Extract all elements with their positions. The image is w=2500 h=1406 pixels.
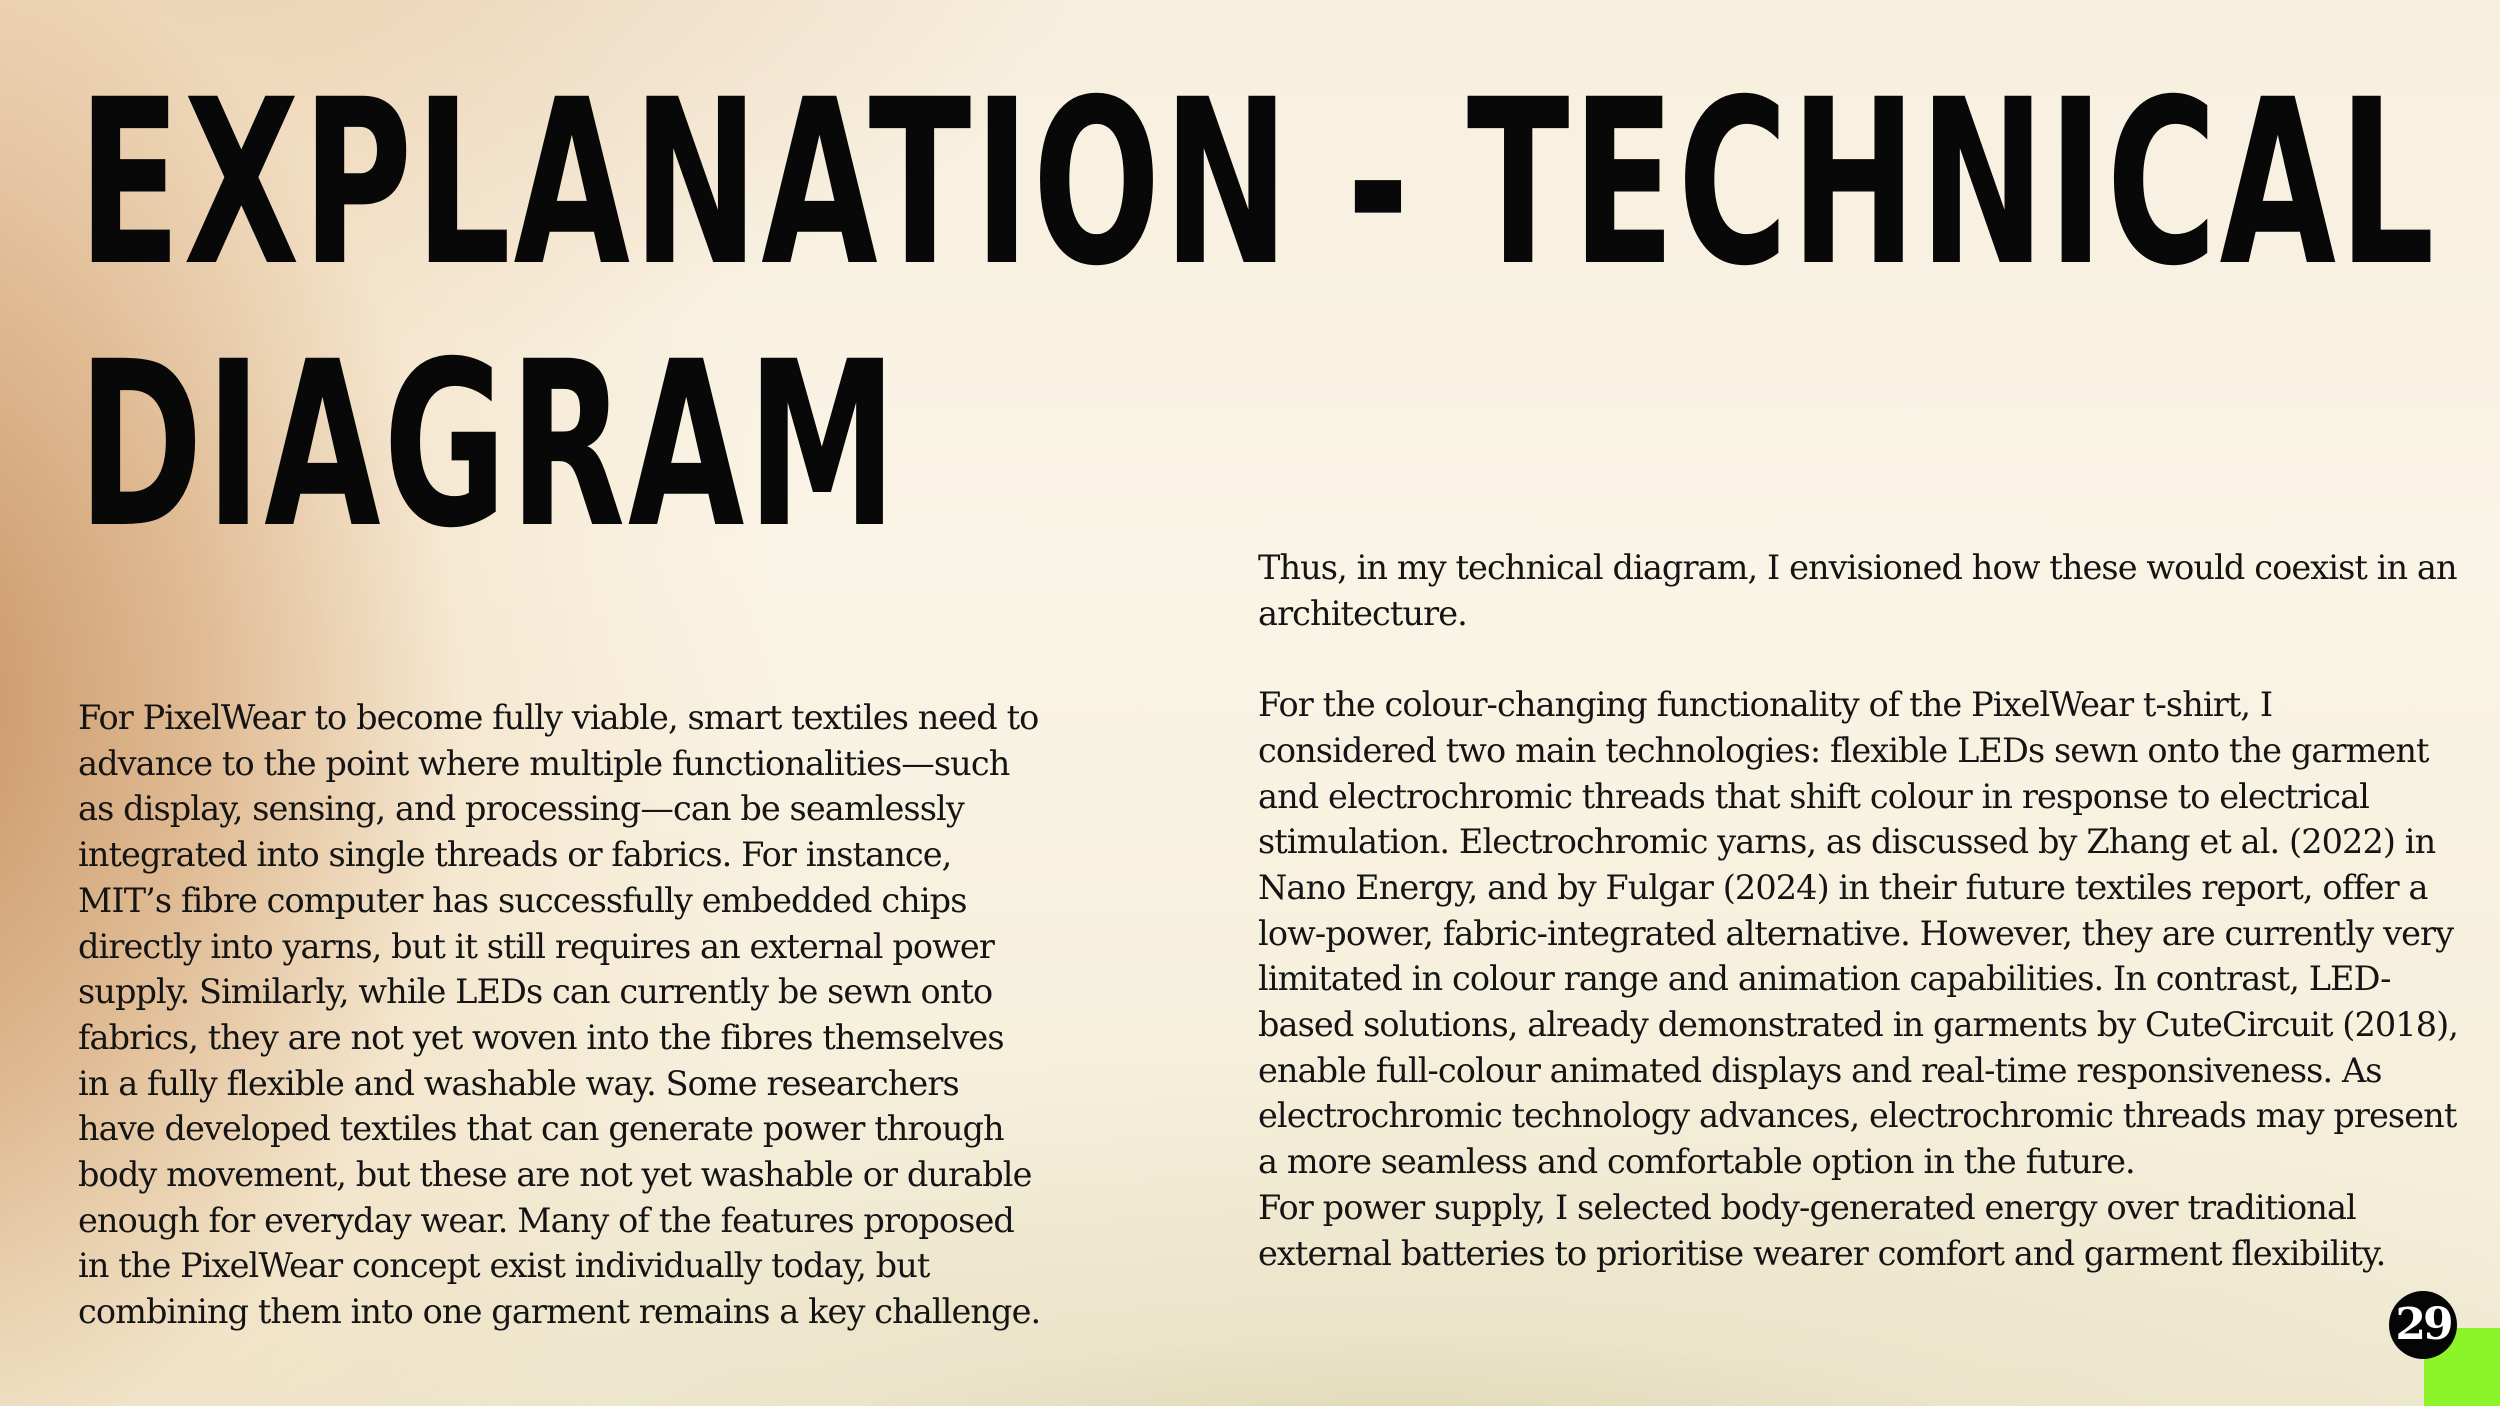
- text-line: integrated into single threads or fabrics. For instance,: [78, 835, 952, 875]
- text-line: in a fully flexible and washable way. Some researchers: [78, 1063, 959, 1103]
- text-line: as display, sensing, and processing—can be seamlessly: [78, 789, 964, 829]
- text-line: enough for everyday wear. Many of the features proposed: [78, 1200, 1014, 1240]
- text-line: For power supply, I selected body-generated energy over traditional: [1258, 1187, 2356, 1227]
- text-line: in the PixelWear concept exist individually today, but: [78, 1246, 930, 1286]
- page-number-badge: 29: [2389, 1291, 2457, 1359]
- text-line: have developed textiles that can generate power through: [78, 1109, 1004, 1149]
- text-line: fabrics, they are not yet woven into the fibres themselves: [78, 1017, 1004, 1057]
- text-line: stimulation. Electrochromic yarns, as discussed by Zhang et al. (2022) in: [1258, 822, 2436, 862]
- text-line: limitated in colour range and animation capabilities. In contrast, LED-: [1258, 959, 2391, 999]
- text-line: architecture.: [1258, 593, 1467, 633]
- text-line: directly into yarns, but it still requires an external power: [78, 926, 994, 966]
- text-line: For the colour-changing functionality of the PixelWear t-shirt, I: [1258, 685, 2273, 725]
- text-line: a more seamless and comfortable option in the future.: [1258, 1142, 2135, 1182]
- text-line: For PixelWear to become fully viable, smart textiles need to: [78, 698, 1039, 737]
- paragraph-gap: [1258, 636, 2438, 682]
- text-line: enable full-colour animated displays and real-time responsiveness. As: [1258, 1050, 2382, 1090]
- title-line-1: EXPLANATION - TECHNICAL: [78, 50, 2438, 316]
- right-column-text: [1258, 545, 2459, 1276]
- text-line: considered two main technologies: flexible LEDs sewn onto the garment: [1258, 730, 2429, 770]
- text-line: low-power, fabric-integrated alternative. However, they are currently very: [1258, 913, 2454, 953]
- text-line: supply. Similarly, while LEDs can currently be sewn onto: [78, 972, 993, 1012]
- text-line: Thus, in my technical diagram, I envisioned how these would coexist in an: [1258, 548, 2457, 587]
- text-line: MIT’s fibre computer has successfully embedded chips: [78, 880, 967, 920]
- technology-paragraph: [1258, 682, 2459, 1276]
- text-line: and electrochromic threads that shift colour in response to electrical: [1258, 776, 2369, 816]
- text-line: combining them into one garment remains a key challenge.: [78, 1292, 1041, 1332]
- text-line: advance to the point where multiple functionalities—such: [78, 743, 1010, 783]
- slide-title: [78, 52, 2437, 576]
- text-line: electrochromic technology advances, electrochromic threads may present: [1258, 1096, 2457, 1136]
- text-line: body movement, but these are not yet washable or durable: [78, 1155, 1032, 1195]
- text-line: external batteries to prioritise wearer comfort and garment flexibility.: [1258, 1233, 2386, 1273]
- left-column-paragraph: [78, 695, 1041, 1335]
- title-line-2: DIAGRAM: [78, 312, 900, 578]
- intro-paragraph: [1258, 545, 2457, 636]
- text-line: Nano Energy, and by Fulgar (2024) in their future textiles report, offer a: [1258, 867, 2428, 907]
- text-line: based solutions, already demonstrated in garments by CuteCircuit (2018),: [1258, 1005, 2459, 1045]
